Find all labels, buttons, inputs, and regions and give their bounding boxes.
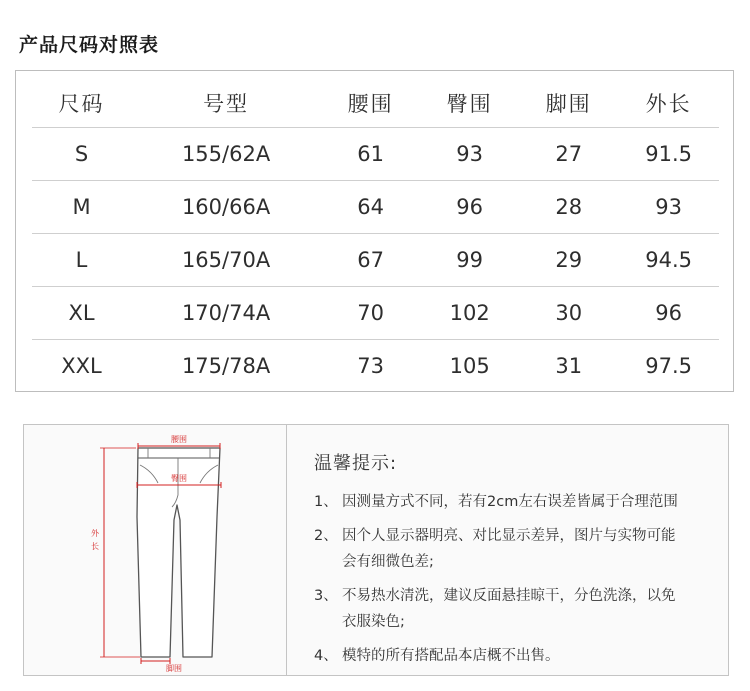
header-length: 外长 [618,79,719,127]
cell-size: XXL [61,353,102,378]
table-row [32,127,719,180]
cell-hip: 96 [420,180,519,233]
info-panel [23,424,729,676]
hem-label: 脚围 [166,664,182,673]
cell-length: 91.5 [618,127,719,180]
tip-number: 1、 [314,494,338,510]
tips-title: 温馨提示: [314,453,398,474]
header-waist: 腰围 [321,79,420,127]
list-item [314,489,724,515]
tip-text-continued: 会有细微色差; [342,554,434,570]
header-fit: 号型 [131,79,321,127]
cell-size: S [32,127,131,180]
cell-fit: 160/66A [131,180,321,233]
table-row [32,180,719,233]
list-item [314,523,724,575]
tip-number: 4、 [314,648,338,664]
cell-waist: 64 [321,180,420,233]
cell-hip: 99 [420,233,519,286]
cell-waist: 70 [321,286,420,339]
cell-size: M [32,180,131,233]
cell-length: 93 [618,180,719,233]
header-size: 尺码 [32,79,131,127]
cell-hem: 28 [519,180,618,233]
cell-hem: 31 [555,353,583,378]
size-table-container [15,70,734,392]
cell-size: L [32,233,131,286]
cell-length: 94.5 [618,233,719,286]
hip-label: 臀围 [171,474,187,483]
cell-hem: 27 [519,127,618,180]
header-hem: 脚围 [519,79,618,127]
tip-text: 不易热水清洗，建议反面悬挂晾干，分色洗涤，以免 [342,588,676,604]
tips-list [314,489,724,669]
tip-number: 3、 [314,588,338,604]
cell-hip: 93 [420,127,519,180]
panel-divider [286,425,287,675]
cell-hem: 29 [519,233,618,286]
tip-number: 2、 [314,528,338,544]
tips-section [314,449,724,677]
cell-length: 97.5 [645,353,692,378]
cell-waist: 61 [321,127,420,180]
size-table [32,79,719,392]
tip-text: 因测量方式不同，若有2cm左右误差皆属于合理范围 [342,494,678,510]
length-label-top: 外 [91,529,99,538]
size-table-header-row [32,79,719,127]
cell-fit: 170/74A [131,286,321,339]
cell-hip: 102 [420,286,519,339]
table-row [32,339,719,392]
cell-waist: 67 [321,233,420,286]
length-label-bottom: 长 [91,542,99,551]
cell-hip: 105 [449,353,490,378]
pants-measurement-diagram [24,425,286,675]
tip-text: 模特的所有搭配品本店概不出售。 [342,648,560,664]
page-title: 产品尺码对照表 [19,34,160,56]
table-row [32,286,719,339]
cell-fit: 165/70A [131,233,321,286]
header-hip: 臀围 [420,79,519,127]
tip-text: 因个人显示器明亮、对比显示差异，图片与实物可能 [342,528,676,544]
cell-hem: 30 [519,286,618,339]
cell-fit: 175/78A [181,353,271,378]
cell-waist: 73 [357,353,384,378]
table-row [32,233,719,286]
list-item [314,643,724,669]
cell-fit: 155/62A [131,127,321,180]
cell-length: 96 [618,286,719,339]
cell-size: XL [32,286,131,339]
waist-label: 腰围 [171,435,187,444]
list-item [314,583,724,635]
tip-text-continued: 衣服染色; [342,614,405,630]
